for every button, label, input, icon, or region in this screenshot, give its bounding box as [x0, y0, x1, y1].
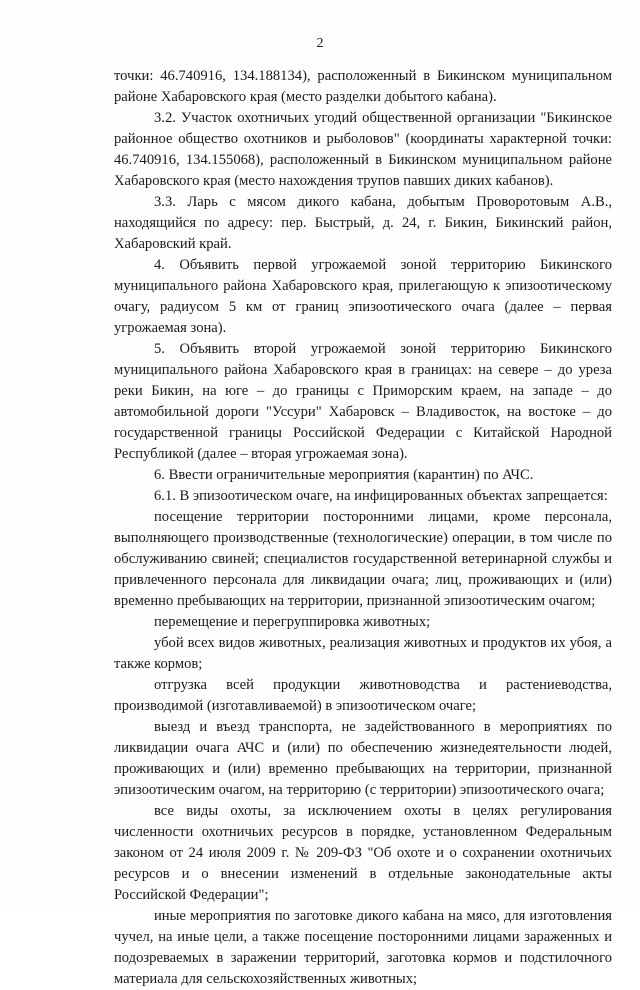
- paragraph-6-1-slaughter: убой всех видов животных, реализация животных и продуктов их убоя, а также кормов;: [114, 635, 612, 672]
- page-number: 2: [316, 36, 324, 51]
- paragraph-6-1-hunting: все виды охоты, за исключением охоты в целях регулирования численности охотничьих ресурсов в порядке, установленном Федеральным законом от 24 июля 2009 г. № 209-ФЗ "Об охоте и о сохранении охотничьих ресурсов и о внесении изменений в отдельные законодательные акты Российской Федерации";: [114, 803, 612, 903]
- paragraph-4: 4. Объявить первой угрожаемой зоной территорию Бикинского муниципального района Хабаровского края, прилегающую к эпизоотическому очагу, радиусом 5 км от границ эпизоотического очага (далее – первая угрожаемая зона).: [114, 257, 612, 336]
- paragraph-6-1-movement: перемещение и перегруппировка животных;: [154, 614, 431, 630]
- paragraph-6-1-visits: посещение территории посторонними лицами, кроме персонала, выполняющего производственные (технологические) операции, в том числе по обслуживанию свиней; специалистов государственной ветеринарной службы и привлеченного персонала для ликвидации очага; лиц, проживающих и (или) временно пребывающих на территории, признанной эпизоотическим очагом;: [114, 509, 612, 609]
- paragraph-6: 6. Ввести ограничительные мероприятия (карантин) по АЧС.: [154, 467, 534, 483]
- paragraph-6-1-other: иные мероприятия по заготовке дикого кабана на мясо, для изготовления чучел, на иные цели, а также посещение посторонними лицами зараженных и подозреваемых в заражении территорий, заготовка кормов и подстилочного материала для сельскохозяйственных животных;: [114, 908, 612, 987]
- paragraph-3-2: 3.2. Участок охотничьих угодий общественной организации "Бикинское районное общество охотников и рыболовов" (координаты характерной точки: 46.740916, 134.155068), расположенный в Бикинском муниципальном районе Хабаровского края (место нахождения трупов павших диких кабанов).: [114, 110, 612, 189]
- paragraph-6-1-transport: выезд и въезд транспорта, не задействованного в мероприятиях по ликвидации очага АЧС и (или) по обеспечению жизнедеятельности людей, проживающих и (или) временно пребывающих на территории, признанной эпизоотическим очагом, на территорию (с территории) эпизоотического очага;: [114, 719, 612, 798]
- paragraph-continuation: точки: 46.740916, 134.188134), расположенный в Бикинском муниципальном районе Хабаровского края (место разделки добытого кабана).: [114, 68, 612, 105]
- paragraph-3-3: 3.3. Ларь с мясом дикого кабана, добытым Проворотовым А.В., находящийся по адресу: пер. Быстрый, д. 24, г. Бикин, Бикинский район, Хабаровский край.: [114, 194, 612, 252]
- paragraph-5: 5. Объявить второй угрожаемой зоной территорию Бикинского муниципального района Хабаровского края в границах: на севере – до уреза реки Бикин, на юге – до границы с Приморским краем, на западе – до автомобильной дороги "Уссури" Хабаровск – Владивосток, на востоке – до государственной границы Российской Федерации с Китайской Народной Республикой (далее – вторая угрожаемая зона).: [114, 341, 612, 462]
- paragraph-6-1: 6.1. В эпизоотическом очаге, на инфицированных объектах запрещается:: [154, 488, 608, 504]
- paragraph-6-1-shipment: отгрузка всей продукции животноводства и растениеводства, производимой (изготавливаемой) в эпизоотическом очаге;: [114, 677, 612, 714]
- document-body: [114, 66, 612, 990]
